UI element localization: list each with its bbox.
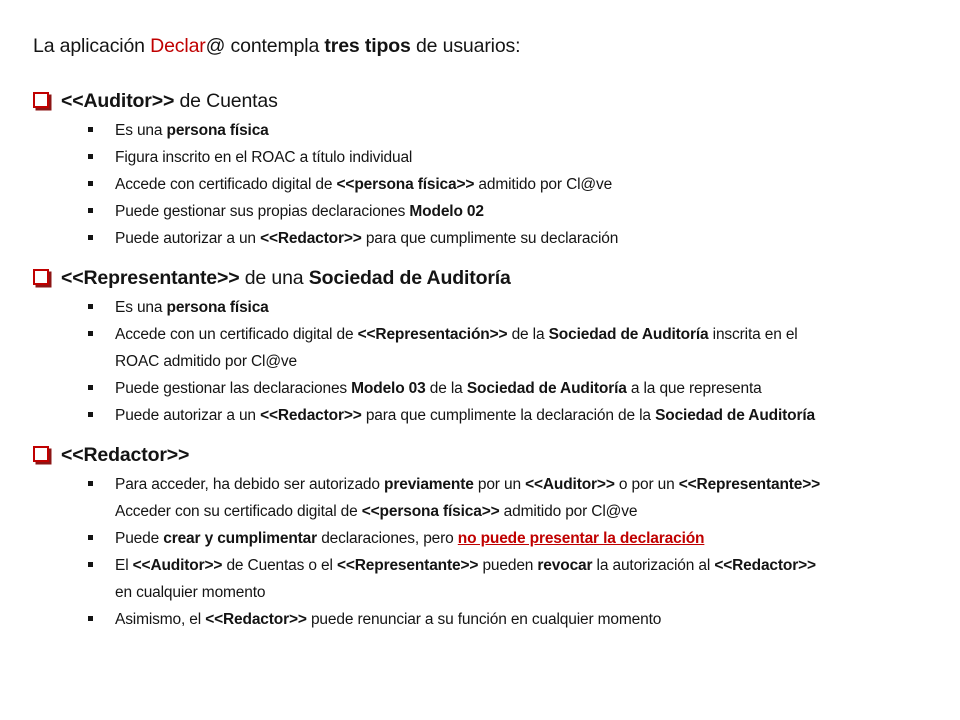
square-bullet-glyph [88,154,93,159]
bullet-item-text [115,225,618,252]
bullet-item [88,225,942,252]
square-bullet-icon [88,321,115,336]
square-bullet-glyph [88,127,93,132]
square-bullet-icon [88,144,115,159]
sections-container [33,88,942,633]
text-segment: Sociedad de Auditoría [308,267,511,289]
text-segment: a la que representa [626,380,762,397]
text-segment: <<persona física>> [361,503,500,520]
section-heading-text [61,88,278,114]
text-segment: Modelo 03 [351,380,426,397]
text-segment: Sociedad de Auditoría [548,326,709,343]
text-segment: <<Representante>> [61,267,240,289]
text-segment: <<Auditor>> [61,90,175,112]
section-heading-text [61,265,511,291]
text-segment: Puede gestionar sus propias declaraciones [115,203,410,220]
bullet-item [88,198,942,225]
bullet-list [33,471,942,633]
bullet-list [33,294,942,429]
text-segment: Puede autorizar a un [115,407,261,424]
bullet-item [88,525,942,552]
text-segment: Es una [115,122,167,139]
text-segment: Figura inscrito en el ROAC a título individual [115,149,413,166]
text-segment: <<Auditor>> [132,557,223,574]
bullet-item-text [115,294,269,321]
section-representante [33,265,942,429]
text-segment: <<Redactor>> [260,230,362,247]
square-bullet-icon [88,606,115,621]
text-segment: persona física [166,122,269,139]
section-redactor [33,442,942,633]
bullet-item [88,471,942,525]
text-segment: previamente [384,476,474,493]
bullet-item-text [115,171,612,198]
bullet-list [33,117,942,252]
text-segment: inscrita en el [708,326,798,343]
text-segment: Puede [115,530,164,547]
square-bullet-glyph [88,331,93,336]
text-segment: declaraciones, pero [317,530,458,547]
text-segment: por un [473,476,526,493]
section-auditor [33,88,942,252]
section-heading [33,442,942,468]
square-bullet-icon [88,471,115,486]
text-segment: <<Representante>> [678,476,821,493]
bullet-item-text [115,144,412,171]
text-segment: Sociedad de Auditoría [466,380,627,397]
text-segment: Accede con certificado digital de [115,176,337,193]
bullet-item [88,552,942,606]
square-bullet-glyph [88,412,93,417]
section-heading-text [61,442,189,468]
square-bullet-glyph [88,181,93,186]
section-heading [33,88,942,114]
text-segment: para que cumplimente la declaración de la [361,407,656,424]
text-segment: Puede autorizar a un [115,230,261,247]
slide-title [33,33,942,59]
text-segment: Asimismo, el [115,611,206,628]
text-segment: El [115,557,133,574]
text-segment: Acceder con su certificado digital de [115,503,362,520]
text-segment: @ contempla [205,35,325,57]
square-bullet-glyph [88,385,93,390]
text-segment: de Cuentas [174,90,278,112]
bullet-item-text [115,117,269,144]
square-bullet-icon [88,171,115,186]
text-segment: <<Redactor>> [714,557,816,574]
bullet-item [88,606,942,633]
square-bullet-glyph [88,616,93,621]
text-segment: admitido por Cl@ve [474,176,613,193]
square-bullet-icon [88,294,115,309]
square-bullet-icon [88,552,115,567]
text-segment: <<Representante>> [336,557,479,574]
text-segment: tres tipos [324,35,411,57]
square-bullet-icon [88,225,115,240]
bullet-item [88,144,942,171]
square-bullet-glyph [88,481,93,486]
bullet-item [88,321,942,375]
text-segment: <<Auditor>> [525,476,615,493]
text-segment: <<Representación>> [357,326,508,343]
square-bullet-icon [88,198,115,213]
text-segment: <<Redactor>> [205,611,307,628]
text-segment: de la [507,326,549,343]
text-segment: o por un [614,476,679,493]
bullet-item-text [115,198,484,225]
text-segment: la autorización al [592,557,715,574]
square-bullet-icon [88,525,115,540]
checkbox-bullet-icon [33,446,49,462]
text-segment: para que cumplimente su declaración [361,230,619,247]
text-segment: Es una [115,299,167,316]
text-segment: en cualquier momento [115,584,266,601]
text-segment: de la [425,380,467,397]
text-segment: no puede presentar la declaración [457,530,705,547]
text-segment: <<persona física>> [336,176,475,193]
text-segment: crear y cumplimentar [163,530,318,547]
text-segment: Sociedad de Auditoría [655,407,815,424]
bullet-item [88,171,942,198]
square-bullet-glyph [88,235,93,240]
text-segment: de usuarios: [410,35,521,57]
square-bullet-glyph [88,208,93,213]
bullet-item [88,294,942,321]
bullet-item-text [115,552,816,606]
bullet-item [88,375,942,402]
bullet-item-text [115,471,820,525]
text-segment: pueden [478,557,538,574]
section-heading [33,265,942,291]
bullet-item [88,117,942,144]
bullet-item-text [115,525,704,552]
bullet-item-text [115,402,815,429]
text-segment: admitido por Cl@ve [499,503,638,520]
square-bullet-icon [88,117,115,132]
text-segment: <<Redactor>> [260,407,362,424]
text-segment: <<Redactor>> [61,444,190,466]
text-segment: de una [239,267,309,289]
text-segment: Puede gestionar las declaraciones [115,380,352,397]
text-segment: puede renunciar a su función en cualquier momento [306,611,662,628]
square-bullet-icon [88,402,115,417]
text-segment: persona física [166,299,269,316]
square-bullet-glyph [88,304,93,309]
checkbox-bullet-icon [33,92,49,108]
text-segment: Modelo 02 [409,203,484,220]
bullet-item [88,402,942,429]
text-segment: de Cuentas o el [222,557,337,574]
bullet-item-text [115,375,762,402]
text-segment: Accede con un certificado digital de [115,326,358,343]
text-segment: revocar [537,557,593,574]
text-segment: Para acceder, ha debido ser autorizado [115,476,385,493]
square-bullet-icon [88,375,115,390]
text-segment: ROAC admitido por Cl@ve [115,353,297,370]
checkbox-bullet-icon [33,269,49,285]
text-segment: La aplicación [33,35,151,57]
text-segment: Declar [150,35,206,57]
square-bullet-glyph [88,562,93,567]
bullet-item-text [115,606,661,633]
bullet-item-text [115,321,798,375]
square-bullet-glyph [88,535,93,540]
